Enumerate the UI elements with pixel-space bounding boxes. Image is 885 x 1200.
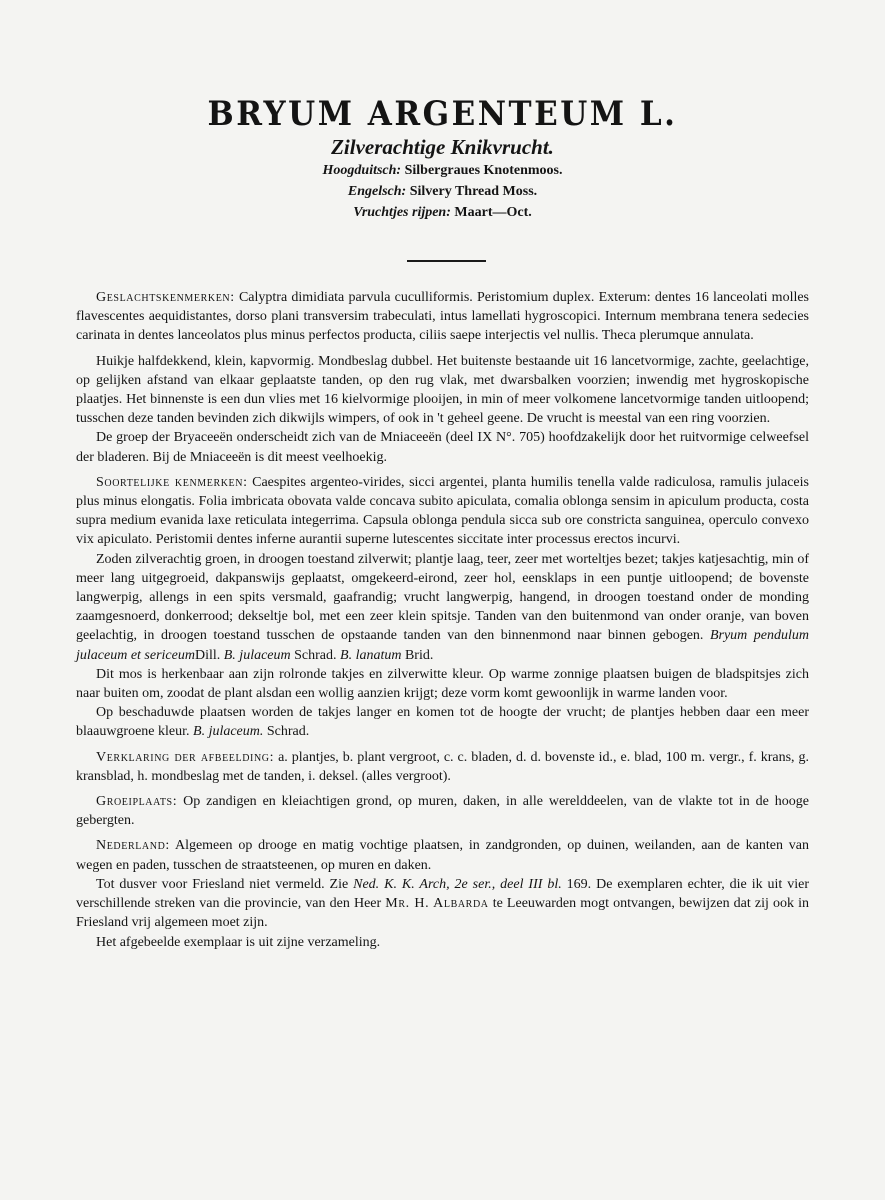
friesland-person: Mr. H. Albarda [385,896,489,912]
species-dutch-text: Zoden zilverachtig groen, in droogen toestand zilverwit; plantje laag, teer, zeer met worteltjes bezet; takjes katjesachtig, min of meer lang uitgegroeid, dakpanswijs geplaatst, omgekeerd-eirond, zeer hol, eensklaps in een puntje uitloopend; de bovenste langwerpig, allengs in een spits versmald, gaafrandig; vrucht langwerpig, hangend, in droogen toestand onder de monding zaamgesnoerd, donkerrood; dekseltje bol, met een zeer klein spitsje. Tanden van den buitenmond van onder oranje, van boven geelachtig, in droogen toestand tusschen de opstaande tanden van den binnenmond naar binnen gebogen. [76,551,809,644]
english-label: Engelsch: [347,184,407,199]
shade-text: Op beschaduwde plaatsen worden de takjes langer en komen tot de hoogte der vrucht; de plantjes hebben daar een meer blaauwgroene kleur. [76,705,809,740]
ripening-value: Maart—Oct. [454,205,532,220]
netherlands-text: Algemeen op drooge en matig vochtige plaatsen, in zandgronden, op duinen, weilanden, aan de kanten van wegen en paden, tusschen de straatsteenen, op muren en daken. [76,838,809,873]
closing-paragraph: Het afgebeelde exemplaar is uit zijne verzameling. [96,934,381,950]
synonym-2-author: Schrad. [294,647,337,663]
friesland-text-2: 169. De exemplaren echter, die ik uit vier verschillende streken van die provincie, van den Heer [76,876,810,912]
shade-synonym: B. julaceum. [193,724,264,740]
synonym-3: B. lanatum [340,647,402,663]
species-characters-latin [76,473,809,550]
synonym-1: Bryum pendulum julaceum et sericeum [76,628,809,663]
synonym-1-author: Dill. [194,647,221,663]
german-label: Hoogduitsch: [322,163,402,178]
figure-text: a. plantjes, b. plant vergroot, c. c. bladen, d. d. bovenste id., e. blad, 100 m. vergr., f. krans, g. kransblad, h. mondbeslag met de tanden, i. deksel. (alles vergroot). [76,749,809,784]
group-note: De groep der Bryaceeën onderscheidt zich van de Mniaceeën (deel IX N°. 705) hoofdzakelijk door het ruitvormige celweefsel der bladeren. Bij de Mniaceeën is dit meest veelhoekig. [76,430,809,465]
german-value: Silbergraues Knotenmoos. [404,163,563,178]
species-characters-dutch [76,550,809,665]
friesland-text-3: te Leeuwarden mogt ontvangen, bewijzen dat zij ook in Friesland vrij algemeen moet zijn. [76,896,810,931]
netherlands-label: Nederland: [96,838,170,854]
shade-paragraph [76,703,809,741]
netherlands-paragraph [76,836,809,874]
genus-characters-latin [76,288,809,346]
dutch-name: Zilverachtige Knikvrucht. [331,135,554,159]
recognition-paragraph: Dit mos is herkenbaar aan zijn rolronde takjes en zilverwitte kleur. Op warme zonnige plaatsen buigen de bladspitsjes zich naar buiten om, zoodat de plant alsdan een wollig aanzien krijgt; deze vorm komt gewoonlijk in warme landen voor. [76,666,809,702]
german-name-line [0,160,885,181]
friesland-paragraph [76,875,809,933]
habitat-label: Groeiplaats: [96,794,178,810]
page-title: BRYUM ARGENTEUM L. [207,94,678,134]
genus-characters-dutch: Huikje halfdekkend, klein, kapvormig. Mondbeslag dubbel. Het buitenste bestaande uit 16 lancetvormige, zachte, geelachtige, op gelijken afstand van elkaar geplaatste tanden, op den rug vlak, met dwarsbalken voorzien; inwendig met hygroskopische plaatjes. Het binnenste is een dun vlies met 16 kielvormige plooijen, in min of meer volkomene lancetvormige tanden uitloopend; tusschen deze tanden bevinden zich dikwijls wimpers, of ook in 't geheel geene. De vrucht is meestal van een ring voorzien. [76,353,809,427]
figure-explanation [76,748,809,786]
english-value: Silvery Thread Moss. [409,184,538,199]
synonym-3-author: Brid. [404,647,434,663]
page-header [0,96,885,223]
shade-author: Schrad. [266,724,310,740]
english-name-line [0,181,885,202]
article-body [76,288,809,952]
friesland-text-1: Tot dusver voor Friesland niet vermeld. Zie [96,876,349,892]
habitat-text: Op zandigen en kleiachtigen grond, op muren, daken, in alle werelddeelen, van de vlakte tot in de hooge gebergten. [76,794,810,829]
ripening-line [0,202,885,223]
genus-label: Geslachtskenmerken: [96,290,235,305]
figure-label: Verklaring der afbeelding: [96,749,275,765]
ripening-label: Vruchtjes rijpen: [353,205,451,220]
synonym-2: B. julaceum [223,647,291,663]
genus-latin-text: Calyptra dimidiata parvula cuculliformis. Peristomium duplex. Exterum: dentes 16 lanceolati molles flavescentes aequidistantes, dorso plani transversim trabeculati, intus lamellati hygroscopici. Internum membrana tenera sedecies carinata in dentes lanceolatos plus minus perfectos producta, ciliis saepe interjectis vel nullis. Theca plerumque annulata. [76,290,810,344]
header-divider [407,260,486,262]
species-label: Soortelijke kenmerken: [96,474,248,490]
friesland-reference: Ned. K. K. Arch, 2e ser., deel III bl. [353,876,562,892]
species-latin-text: Caespites argenteo-virides, sicci argentei, planta humilis tenella valde radiculosa, ramulis julaceis plus minus elongatis. Folia imbricata obovata valde concava subito apiculata, comalia oblonga sensim in apiculum producta, costa supra medium evanida laxe reticulata integerrima. Capsula oblonga pendula sicca sub ore constricta sanguinea, operculo convexo vix apiculato. Peristomii dentes inferne aurantii superne lutescentes siccitate inter processus erectos incurvi. [76,474,809,548]
habitat-paragraph [76,792,809,830]
